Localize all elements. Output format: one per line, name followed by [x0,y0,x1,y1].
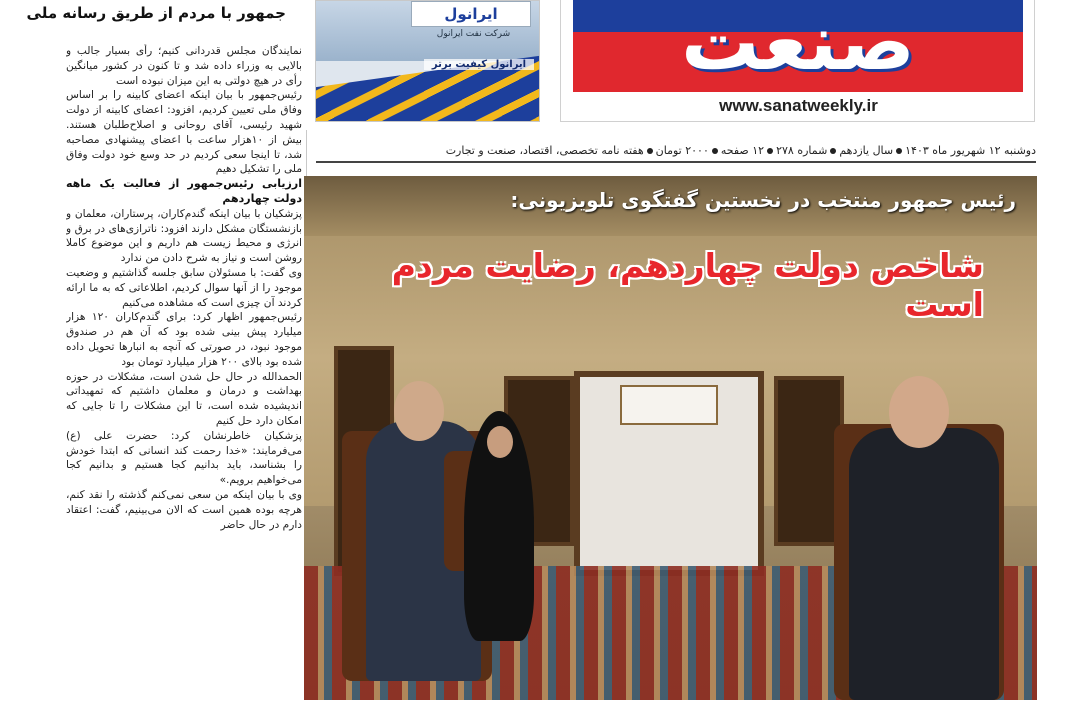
ad-brand-logo: ایرانول [411,1,531,27]
story-headline[interactable]: شاخص دولت چهاردهم، رضایت مردم است [391,246,984,324]
photo-president-head [889,376,949,448]
photo-interviewer-head [394,381,444,441]
bullet-icon [830,148,836,154]
left-article-column [66,44,302,704]
dateline-issue: شماره ۲۷۸ [776,144,828,157]
top-headline[interactable]: جمهور با مردم از طریق رسانه ملی [26,4,286,22]
article-paragraph: الحمدالله در حال حل شدن است، مشکلات در حوزه بهداشت و درمان و معلمان داشتیم که تمهیداتی اندیشیده شده است، تا این مشکلات را تا جایی که امکان دارد حل کنیم [66,370,302,427]
photo-center-frame [574,371,764,576]
article-paragraph: پزشکیان با بیان اینکه گندم‌کاران، پرستاران، معلمان و بازنشستگان مشکل دارند افزود: ناترازی‌های در برق و انرژی و محیط زیست هم داریم و این موضوع کاملا روشن است و نیاز به شرح دادن من ندارد [66,207,302,265]
dateline-pages: ۱۲ صفحه [720,144,765,157]
dateline-year: سال یازدهم [839,144,894,157]
right-margin [1040,0,1080,700]
advertisement-banner[interactable] [315,0,540,122]
bullet-icon [647,148,653,154]
article-paragraph: نمایندگان مجلس قدردانی کنیم؛ رأی بسیار جالب و بالایی به وزراء داده شد و تا کنون در کشور میانگین رأی در هیچ دولتی به این میزان نبوده است [66,45,302,87]
bullet-icon [712,148,718,154]
ad-tagline: ایرانول کیفیت برتر [424,59,534,70]
dateline-bar [316,144,1036,163]
article-paragraph: رئیس‌جمهور اظهار کرد: برای گندم‌کاران ۱۲۰ هزار میلیارد پیش بینی شده بود که آن هم در صندوق موجود نبود، در صورتی که آنچه به انبارها تحویل داده شده بود بالای ۲۰۰ هزار میلیارد تومان بود [66,311,302,368]
dateline-price: ۲۰۰۰ تومان [655,144,709,157]
photo-calligraphy-plaque [620,385,718,425]
dateline-date: دوشنبه ۱۲ شهریور ماه ۱۴۰۳ [905,144,1036,157]
newspaper-logo[interactable]: صنعت [681,0,915,88]
ad-brand-subtitle: شرکت نفت ایرانول [436,29,511,39]
main-story-photo[interactable] [304,176,1037,700]
masthead[interactable] [560,0,1035,122]
article-paragraph: وی با بیان اینکه من سعی نمی‌کنم گذشته را نقد کنم، هرچه بوده همین است که الان می‌بینیم، گفت: اعتقاد دارم در حال حاضر [66,488,302,531]
article-paragraph: پزشکیان خاطرنشان کرد: حضرت علی (ع) می‌فرمایند: «خدا رحمت کند انسانی که ابتدا خودش را بشناسد، باید بدانیم کجا هستیم و بدانیم کجا می‌خواهیم برویم.» [66,429,302,487]
article-paragraph: وی گفت: با مسئولان سابق جلسه گذاشتیم و وضعیت موجود را از آنها سوال کردیم، اطلاعاتی که به ما ارائه کردند آن چیزی است که مشاهده می‌کنیم [66,266,302,309]
bullet-icon [767,148,773,154]
article-subhead: ارزیابی رئیس‌جمهور از فعالیت یک ماهه دولت چهاردهم [66,177,302,205]
article-paragraph: رئیس‌جمهور با بیان اینکه اعضای کابینه را بر اساس وفاق ملی تعیین کردیم، افزود: اعضای کابینه از دولت شهید رئیسی، آقای روحانی و اصلاح‌طلبان هستند. بیش از ۱۰هزار ساعت با اعضای پیشنهادی مصاحبه شد، تا اینجا سعی کردیم در حد وسع خود دولت وفاق ملی را تشکیل دهیم [66,89,302,176]
photo-president [849,428,999,700]
photo-woman-face [487,426,513,458]
bullet-icon [896,148,902,154]
dateline-description: هفته نامه تخصصی، اقتصاد، صنعت و تجارت [445,144,644,157]
website-url[interactable]: www.sanatweekly.ir [719,96,878,115]
story-kicker[interactable]: رئیس جمهور منتخب در نخستین گفتگوی تلویزیونی: [510,188,1016,212]
